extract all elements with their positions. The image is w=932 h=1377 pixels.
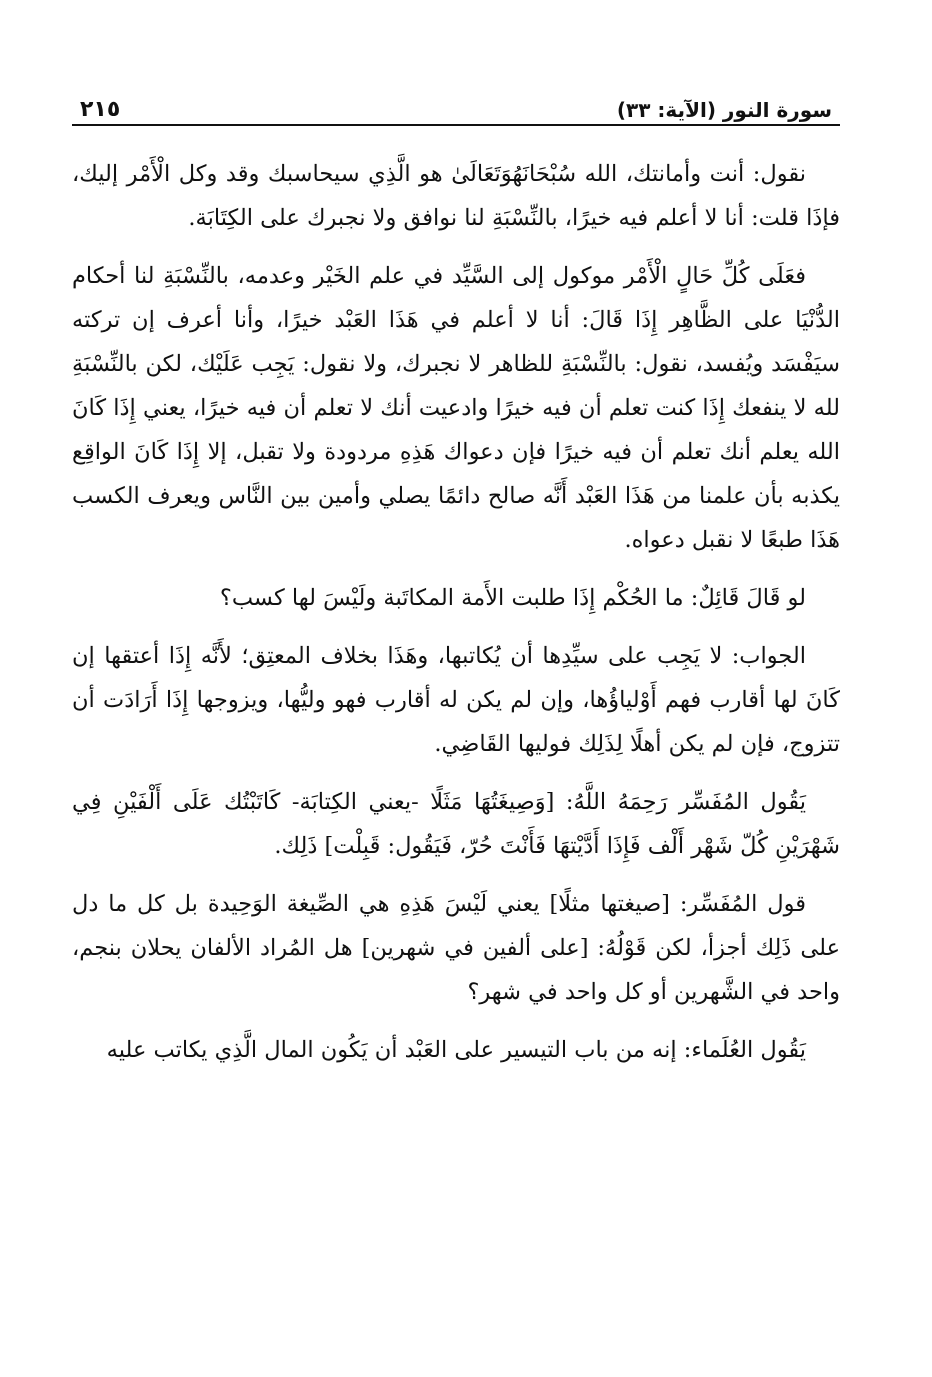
paragraph: يَقُول العُلَماء: إنه من باب التيسير على العَبْد أن يَكُون المال الَّذِي يكاتب عليه	[106, 1037, 806, 1063]
paragraph: قول المُفَسِّر: [صيغتها مثلًا] يعني لَيْسَ هَذِهِ هي الصِّيغة الوَحِيدة بل كل ما دل على ذَلِك أجزأ، لكن قَوْلُهُ: [على ألفين في شهرين] هل المُراد الألفان يحلان بنجم، واحد في الشَّهرين أو كل واحد في شهر؟	[72, 891, 840, 1005]
page-number: ٢١٥	[80, 97, 121, 122]
paragraph: يَقُول المُفَسِّر رَحِمَهُ اللَّهُ: [وَصِيغَتُهَا مَثَلًا -يعني الكِتابَة- كَاتَبْتُك عَلَى أَلْفَيْنِ فِي شَهْرَيْنِ كُلّ شَهْر أَلْف فَإِذَا أَدَّيْتهَا فَأَنْتَ حُرّ، فَيَقُول: قَبِلْت] ذَلِك.	[72, 789, 840, 859]
surah-title: سورة النور (الآية: ٣٣)	[616, 98, 832, 122]
paragraph: الجواب: لا يَجِب على سيِّدِها أن يُكاتبها، وهَذَا بخلاف المعتِق؛ لأَنَّه إِذَا أعتقها إن كَانَ لها أقارب فهم أَوْلياؤُها، وإن لم يكن له أقارب فهو وليُّها، ويزوجها إِذَا أَرَادَت أن تتزوج، فإن لم يكن أهلًا لِذَلِك فوليها القَاضِي.	[72, 643, 840, 757]
paragraph: نقول: أنت وأمانتك، الله سُبْحَانَهُوَتَعَالَىٰ هو الَّذِي سيحاسبك وقد وكل الْأَمْر إليك، فإذَا قلت: أنا لا أعلم فيه خيرًا، بالنِّسْبَةِ لنا نوافق ولا نجبرك على الكِتَابَة.	[72, 161, 840, 231]
book-page	[72, 88, 840, 1328]
page-body	[72, 152, 840, 1072]
paragraph: فعَلَى كُلِّ حَالٍ الْأَمْر موكول إلى السَّيِّد في علم الخَيْر وعدمه، بالنِّسْبَةِ لنا أحكام الدُّنْيَا على الظَّاهِر إِذَا قَالَ: أنا لا أعلم في هَذَا العَبْد خيرًا، وأنا أعرف إن تركته سيَفْسَد ويُفسد، نقول: بالنِّسْبَةِ للظاهر لا نجبرك، ولا نقول: يَجِب عَلَيْك، لكن بالنِّسْبَةِ لله لا ينفعك إِذَا كنت تعلم أن فيه خيرًا وادعيت أنك لا تعلم أن فيه خيرًا، يعني إِذَا كَانَ الله يعلم أنك تعلم أن فيه خيرًا فإن دعواك هَذِهِ مردودة ولا تقبل، إلا إِذَا كَانَ الواقِع يكذبه بأن علمنا من هَذَا العَبْد أَنَّه صالح دائمًا يصلي وأمين بين النَّاس ويعرف الكسب هَذَا طبعًا لا نقبل دعواه.	[72, 263, 840, 553]
paragraph: لو قَالَ قَائِلٌ: ما الحُكْم إِذَا طلبت الأَمة المكاتَبة ولَيْسَ لها كسب؟	[219, 585, 806, 611]
page-header	[72, 88, 840, 126]
